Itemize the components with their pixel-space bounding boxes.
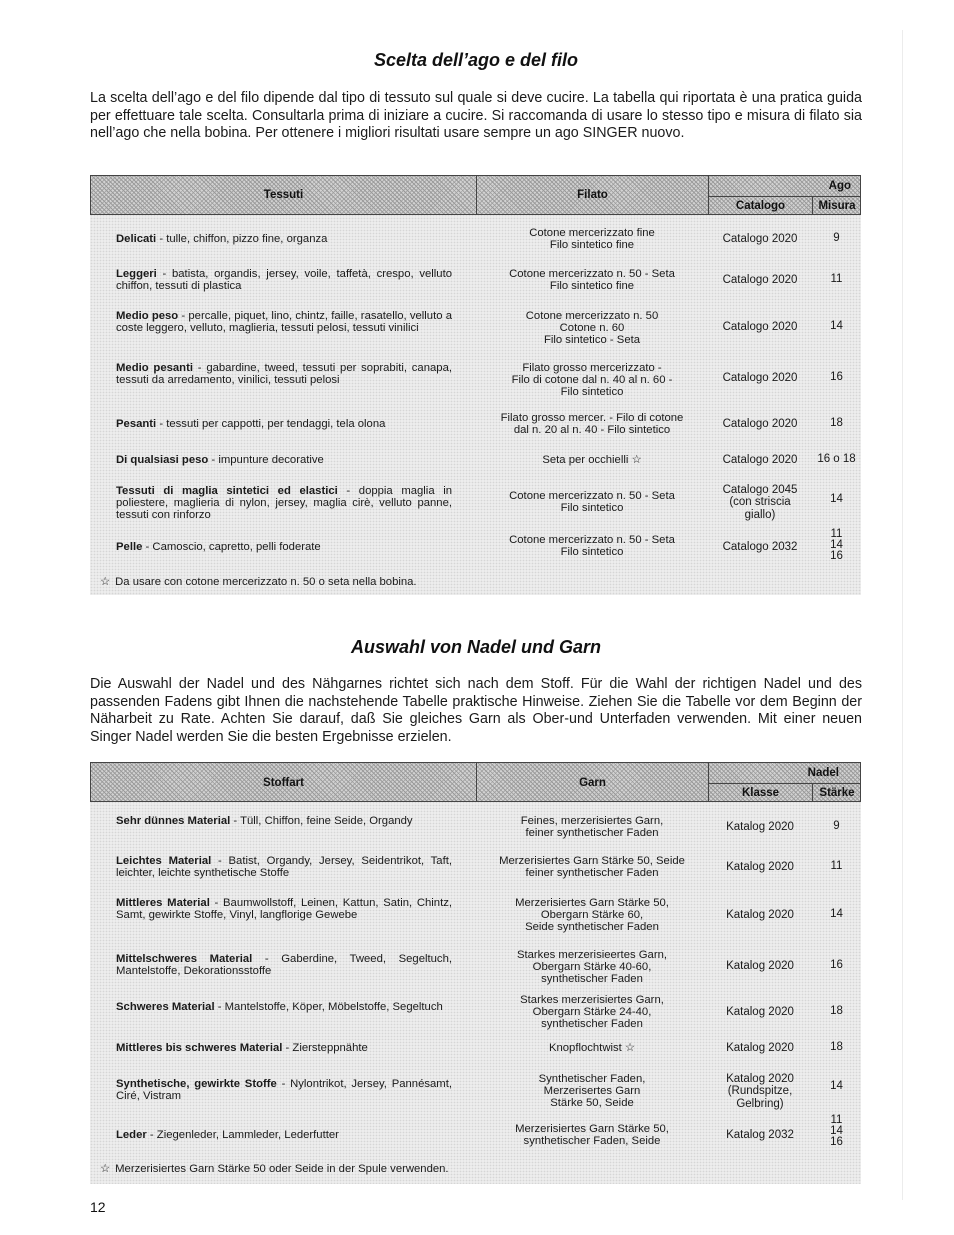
thread-type: Merzerisiertes Garn Stärke 50, Seide feiner synthetischer Faden xyxy=(499,855,685,880)
table-row xyxy=(90,894,861,944)
fabric-desc: - Camoscio, capretto, pelli foderate xyxy=(142,541,321,553)
thread-type: Feines, merzerisiertes Garn, feiner synthetischer Faden xyxy=(520,815,664,840)
needle-size: 14 xyxy=(830,320,843,332)
table-header-it xyxy=(90,175,861,215)
fabric-desc: - batista, organdis, jersey, voile, taffetà, crespo, velluto chiffon, tessuti di plastica xyxy=(116,268,452,293)
fabric-desc: - impunture decorative xyxy=(208,454,324,466)
thread-type: Knopflochtwist ☆ xyxy=(548,1042,636,1054)
header-needle: Ago xyxy=(828,180,851,192)
fabric-desc: - tulle, chiffon, pizzo fine, organza xyxy=(156,233,328,245)
fabric-name: Delicati xyxy=(116,233,157,245)
fabric-name: Leder xyxy=(116,1129,147,1141)
thread-type: Cotone mercerizzato n. 50 Cotone n. 60 Filo sintetico - Seta xyxy=(525,310,659,347)
fabric-desc: - Tüll, Chiffon, feine Seide, Organdy xyxy=(230,815,413,827)
header-class: Klasse xyxy=(741,787,780,799)
header-fabric: Tessuti xyxy=(263,189,304,201)
needle-class: Katalog 2020 xyxy=(726,821,794,833)
thread-type: Cotone mercerizzato fine Filo sintetico fine xyxy=(529,227,655,252)
needle-strength: 16 xyxy=(830,959,843,971)
star-icon: ☆ xyxy=(100,576,111,588)
fabric-name: Leichtes Material xyxy=(116,855,212,867)
fabric-name: Pelle xyxy=(116,541,143,553)
table-row xyxy=(90,1114,861,1156)
needle-size: 18 xyxy=(830,417,843,429)
page-edge-shadow xyxy=(902,30,903,1200)
needle-catalog: Catalogo 2020 xyxy=(722,418,798,430)
needle-class: Katalog 2020 xyxy=(726,909,794,921)
header-thread: Filato xyxy=(577,189,608,201)
needle-catalog: Catalogo 2020 xyxy=(722,321,798,333)
needle-catalog: Catalogo 2020 xyxy=(722,233,798,245)
fabric-name: Mittleres bis schweres Material xyxy=(116,1042,283,1054)
intro-paragraph-de: Die Auswahl der Nadel und des Nähgarnes richtet sich nach dem Stoff. Für die Wahl der richtigen Nadel und des passenden Fadens gibt Ihnen die nachstehende Tabelle praktische Hinweise. Ziehen Sie die Tabelle vor dem Beginn der Näharbeit zu Rate. Achten Sie darauf, daß Sie gleiches Garn als Ober-und Unterfaden verwenden. Mit einer neuen Singer Nadel werden Sie die besten Ergebnisse erzielen. xyxy=(90,676,862,745)
needle-catalog: Catalogo 2020 xyxy=(722,274,798,286)
needle-class: Katalog 2020 xyxy=(726,861,794,873)
thread-type: Filato grosso mercerizzato - Filo di cotone dal n. 40 al n. 60 - Filo sintetico xyxy=(511,362,673,399)
needle-strength: 14 xyxy=(830,908,843,920)
needle-thread-table-it xyxy=(90,175,861,595)
table-row xyxy=(90,1068,861,1116)
needle-strength: 11 14 16 xyxy=(830,1114,843,1148)
table-footnote-de xyxy=(100,1163,840,1176)
table-footnote-it xyxy=(100,576,840,589)
star-icon: ☆ xyxy=(100,1163,111,1175)
needle-strength: 9 xyxy=(833,820,840,832)
needle-strength: 14 xyxy=(830,1080,843,1092)
fabric-name: Leggeri xyxy=(116,268,157,280)
needle-size: 16 xyxy=(830,371,843,383)
needle-class: Katalog 2020 (Rundspitze, Gelbring) xyxy=(726,1073,794,1110)
needle-catalog: Catalogo 2020 xyxy=(722,372,798,384)
thread-type: Seta per occhielli ☆ xyxy=(542,454,642,466)
fabric-name: Tessuti di maglia sintetici ed elastici xyxy=(116,485,338,497)
fabric-name: Mittelschweres Material xyxy=(116,953,253,965)
needle-size: 11 14 16 xyxy=(830,528,843,562)
table-row xyxy=(90,447,861,477)
thread-type: Starkes merzerisiertes Garn, Obergarn Stärke 24-40, synthetischer Faden xyxy=(520,994,664,1031)
needle-catalog: Catalogo 2032 xyxy=(722,541,798,553)
fabric-desc: - gabardine, tweed, tessuti per soprabiti, canapa, tessuti da arredamento, vinilici, tessuti pelosi xyxy=(116,362,452,387)
fabric-desc: - doppia maglia in poliestere, maglieria di nylon, jersey, maglia cirè, velluto panne, tessuti con rinforzo xyxy=(116,485,453,522)
table-row xyxy=(90,308,861,358)
table-row xyxy=(90,812,861,850)
needle-strength: 18 xyxy=(830,1041,843,1053)
thread-type: Cotone mercerizzato n. 50 - Seta Filo sintetico fine xyxy=(509,268,675,293)
section-title-de: Auswahl von Nadel und Garn xyxy=(350,637,602,657)
fabric-desc: - Batist, Organdy, Jersey, Seidentrikot, Taft, leichter, leichte synthetische Stoffe xyxy=(116,855,453,880)
fabric-desc: - Mantelstoffe, Köper, Möbelstoffe, Segeltuch xyxy=(214,1001,443,1013)
table-row xyxy=(90,994,861,1038)
fabric-name: Synthetische, gewirkte Stoffe xyxy=(116,1078,277,1090)
thread-type: Merzerisiertes Garn Stärke 50, Obergarn Stärke 60, Seide synthetischer Faden xyxy=(515,897,669,934)
needle-catalog: Catalogo 2045 (con striscia giallo) xyxy=(722,484,798,521)
thread-type: Cotone mercerizzato n. 50 - Seta Filo sintetico xyxy=(509,534,675,559)
needle-thread-table-de xyxy=(90,762,861,1184)
thread-type: Synthetischer Faden, Merzerisertes Garn Stärke 50, Seide xyxy=(538,1073,646,1110)
needle-class: Katalog 2020 xyxy=(726,1006,794,1018)
fabric-name: Pesanti xyxy=(116,418,157,430)
fabric-name: Di qualsiasi peso xyxy=(116,454,209,466)
fabric-name: Medio peso xyxy=(116,310,179,322)
fabric-name: Mittleres Material xyxy=(116,897,210,909)
needle-class: Katalog 2032 xyxy=(726,1129,794,1141)
header-fabric: Stoffart xyxy=(263,777,304,789)
table-row xyxy=(90,1038,861,1068)
fabric-desc: - Ziegenleder, Lammleder, Lederfutter xyxy=(146,1129,339,1141)
thread-type: Cotone mercerizzato n. 50 - Seta Filo sintetico xyxy=(509,490,675,515)
fabric-desc: - Gaberdine, Tweed, Segeltuch, Mantelstoffe, Dekorationsstoffe xyxy=(116,953,452,978)
needle-size: 11 xyxy=(830,273,843,285)
table-row xyxy=(90,852,861,892)
fabric-desc: - Baumwollstoff, Leinen, Kattun, Satin, Chintz, Samt, gewirkte Stoffe, Vinyl, langflorige Gewebe xyxy=(116,897,452,922)
intro-paragraph-it: La scelta dell’ago e del filo dipende dal tipo di tessuto sul quale si deve cucire. La tabella qui riportata è una pratica guida per effettuare tale scelta. Consultarla prima di iniziare a cucire. Si raccomanda di usare lo stesso tipo e misura di filato sia nell’ago che nella bobina. Per ottenere i migliori risultati usare sempre un ago SINGER nuovo. xyxy=(90,90,862,142)
header-strength: Stärke xyxy=(819,787,855,799)
table-header-de xyxy=(90,762,861,802)
fabric-name: Medio pesanti xyxy=(116,362,193,374)
thread-type: Merzerisiertes Garn Stärke 50, synthetischer Faden, Seide xyxy=(515,1123,669,1148)
table-row xyxy=(90,528,861,568)
header-needle: Nadel xyxy=(807,767,839,779)
section-title-it: Scelta dell’ago e del filo xyxy=(373,50,579,70)
fabric-name: Sehr dünnes Material xyxy=(116,815,231,827)
fabric-desc: - Ziersteppnähte xyxy=(282,1042,368,1054)
header-thread: Garn xyxy=(579,777,606,789)
needle-size: 14 xyxy=(830,493,843,505)
footnote-text: Merzerisiertes Garn Stärke 50 oder Seide in der Spule verwenden. xyxy=(115,1163,449,1175)
thread-type: Filato grosso mercer. - Filo di cotone dal n. 20 al n. 40 - Filo sintetico xyxy=(500,412,684,437)
needle-size: 16 o 18 xyxy=(817,453,856,465)
footnote-text: Da usare con cotone mercerizzato n. 50 o seta nella bobina. xyxy=(115,576,417,588)
table-row xyxy=(90,227,861,263)
thread-type: Starkes merzerisieertes Garn, Obergarn Stärke 40-60, synthetischer Faden xyxy=(516,949,668,986)
needle-strength: 11 xyxy=(830,860,843,872)
needle-class: Katalog 2020 xyxy=(726,960,794,972)
fabric-desc: - tessuti per cappotti, per tendaggi, tela olona xyxy=(156,418,386,430)
header-catalog: Catalogo xyxy=(735,200,786,212)
needle-catalog: Catalogo 2020 xyxy=(722,454,798,466)
table-row xyxy=(90,410,861,444)
page-number: 12 xyxy=(90,1199,106,1215)
needle-size: 9 xyxy=(833,232,840,244)
fabric-name: Schweres Material xyxy=(116,1001,215,1013)
needle-class: Katalog 2020 xyxy=(726,1042,794,1054)
table-row xyxy=(90,946,861,994)
fabric-desc: - Nylontrikot, Jersey, Pannésamt, Ciré, Vistram xyxy=(116,1078,452,1103)
table-row xyxy=(90,360,861,408)
table-row xyxy=(90,266,861,306)
table-row xyxy=(90,481,861,529)
fabric-desc: - percalle, piquet, lino, chintz, faille, rasatello, velluto a coste leggero, velluto, maglieria, tessuti pelosi, tessuti vinilici xyxy=(116,310,453,335)
header-size: Misura xyxy=(818,200,856,212)
needle-strength: 18 xyxy=(830,1005,843,1017)
